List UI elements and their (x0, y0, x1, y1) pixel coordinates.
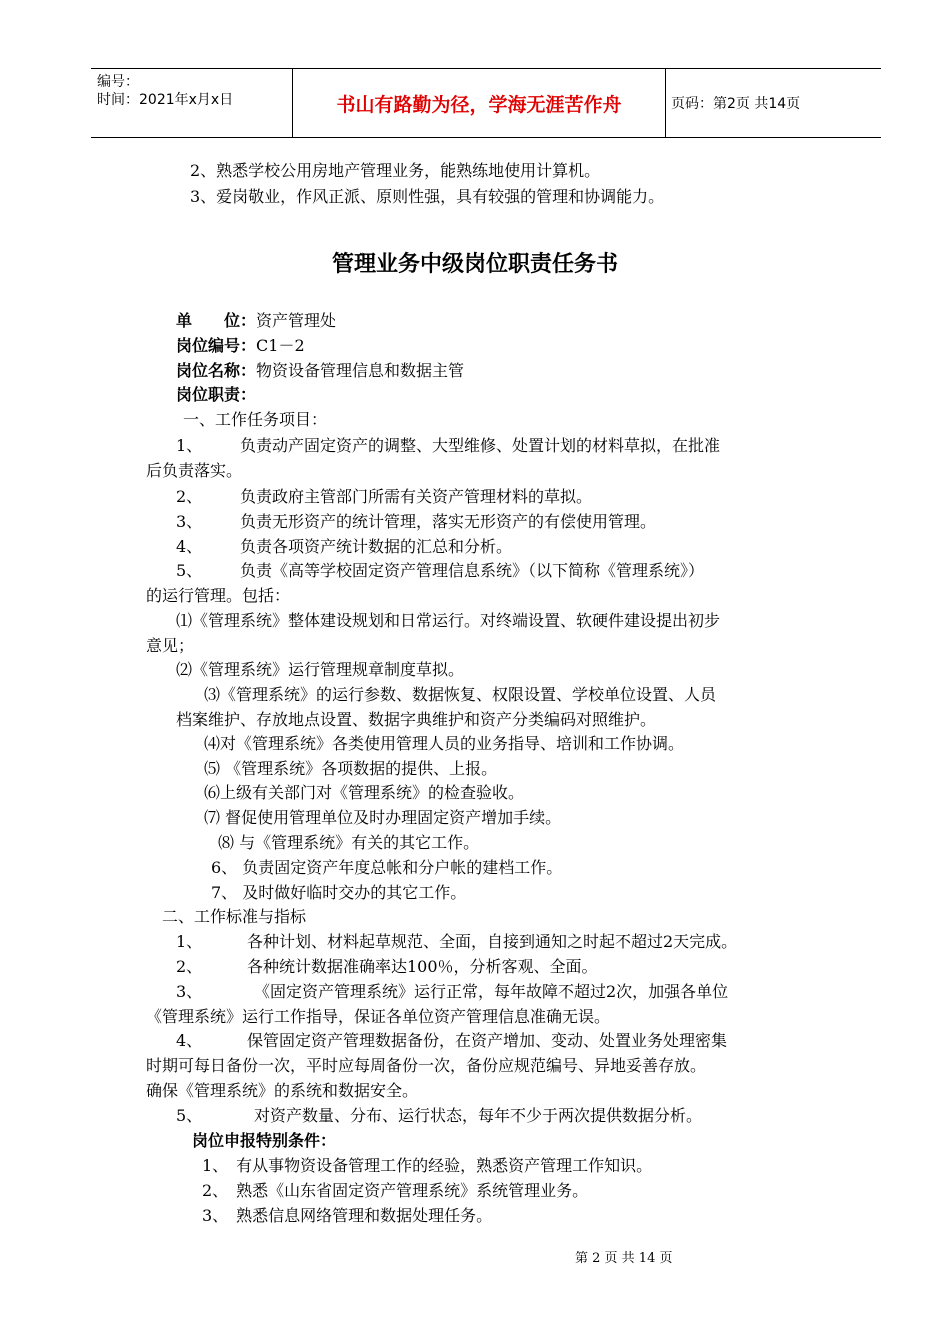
list-item-cont: 时期可每日备份一次，平时应每周备份一次，备份应规范编号、异地妥善存放。 (146, 1056, 707, 1075)
header-motto: 书山有路勤为径，学海无涯苦作舟 (336, 93, 622, 116)
list-item-num: 3、 (176, 512, 203, 531)
list-item-text: 负责政府主管部门所需有关资产管理材料的草拟。 (240, 487, 593, 506)
intro-line: 2、熟悉学校公用房地产管理业务，能熟练地使用计算机。 (190, 161, 601, 180)
info-code (176, 336, 305, 356)
special-item: 1、 有从事物资设备管理工作的经验，熟悉资产管理工作知识。 (202, 1156, 653, 1175)
list-item-text: 保管固定资产管理数据备份，在资产增加、变动、处置业务处理密集 (247, 1031, 728, 1050)
list-item-num: 2、 (176, 957, 203, 976)
page-header (91, 68, 881, 138)
duty-label: 岗位职责： (176, 385, 257, 404)
list-item-cont: 确保《管理系统》的系统和数据安全。 (146, 1081, 419, 1100)
list-item-cont: 《管理系统》运行工作指导，保证各单位资产管理信息准确无误。 (146, 1007, 611, 1026)
header-meta (91, 69, 291, 137)
list-item-text: 负责各项资产统计数据的汇总和分析。 (240, 537, 513, 556)
sub-item: ⑵《管理系统》运行管理规章制度草拟。 (176, 660, 465, 679)
code-label: 岗位编号： (176, 336, 257, 355)
sub-item: 档案维护、存放地点设置、数据字典维护和资产分类编码对照维护。 (176, 710, 657, 729)
list-item-text: 负责《高等学校固定资产管理信息系统》（以下简称《管理系统》） (240, 561, 705, 580)
list-item-cont: 的运行管理。包括： (146, 586, 291, 605)
sub-item: ⑹上级有关部门对《管理系统》的检查验收。 (204, 783, 525, 802)
list-item-text: 《固定资产管理系统》运行正常，每年故障不超过2次，加强各单位 (254, 982, 729, 1001)
special-heading: 岗位申报特别条件： (192, 1131, 337, 1150)
sub-item: ⑸ 《管理系统》各项数据的提供、上报。 (204, 759, 498, 778)
document-title: 管理业务中级岗位职责任务书 (331, 252, 618, 277)
name-value: 物资设备管理信息和数据主管 (256, 361, 465, 380)
section2-heading: 二、工作标准与指标 (162, 907, 307, 926)
number-label: 编号： (97, 74, 139, 90)
list-item-text: 各种统计数据准确率达100％，分析客观、全面。 (247, 957, 598, 976)
list-item-cont: 后负责落实。 (146, 461, 243, 480)
section1-heading: 一、工作任务项目： (183, 410, 328, 429)
list-item-text: 负责无形资产的统计管理，落实无形资产的有偿使用管理。 (240, 512, 657, 531)
header-page-label: 页码：第2页 共14页 (671, 96, 801, 112)
list-item-text: 对资产数量、分布、运行状态，每年不少于两次提供数据分析。 (254, 1106, 703, 1125)
info-unit (176, 311, 336, 331)
page-footer: 第 2 页 共 14 页 (575, 1251, 673, 1266)
list-item-num: 3、 (176, 982, 203, 1001)
sub-item: ⑶《管理系统》的运行参数、数据恢复、权限设置、学校单位设置、人员 (204, 685, 717, 704)
info-name (176, 361, 464, 381)
special-item: 2、 熟悉《山东省固定资产管理系统》系统管理业务。 (202, 1181, 589, 1200)
unit-value: 资产管理处 (256, 311, 337, 330)
list-item-num: 5、 (176, 561, 203, 580)
name-label: 岗位名称： (176, 361, 257, 380)
code-value: C1－2 (256, 336, 305, 355)
sub-item: ⑻ 与《管理系统》有关的其它工作。 (218, 833, 480, 852)
sub-item: 意见； (146, 636, 195, 655)
list-item-num: 1、 (176, 932, 203, 951)
list-item-text: 各种计划、材料起草规范、全面，自接到通知之时起不超过2天完成。 (247, 932, 738, 951)
time-label: 时间：2021年x月x日 (97, 92, 234, 108)
special-item: 3、 熟悉信息网络管理和数据处理任务。 (202, 1206, 493, 1225)
list-item-num: 1、 (176, 436, 203, 455)
list-item-num: 4、 (176, 537, 203, 556)
list-item-text: 负责动产固定资产的调整、大型维修、处置计划的材料草拟，在批准 (240, 436, 721, 455)
intro-line: 3、爱岗敬业，作风正派、原则性强，具有较强的管理和协调能力。 (190, 187, 665, 206)
sub-item: ⑺ 督促使用管理单位及时办理固定资产增加手续。 (204, 808, 562, 827)
sub-item: ⑷对《管理系统》各类使用管理人员的业务指导、培训和工作协调。 (204, 734, 685, 753)
unit-label: 单 位： (176, 311, 257, 330)
list-item: 6、 负责固定资产年度总帐和分户帐的建档工作。 (211, 858, 563, 877)
list-item-num: 2、 (176, 487, 203, 506)
sub-item: ⑴《管理系统》整体建设规划和日常运行。对终端设置、软硬件建设提出初步 (176, 611, 721, 630)
list-item-num: 5、 (176, 1106, 203, 1125)
list-item-num: 4、 (176, 1031, 203, 1050)
list-item: 7、 及时做好临时交办的其它工作。 (211, 883, 467, 902)
header-divider (665, 69, 666, 137)
